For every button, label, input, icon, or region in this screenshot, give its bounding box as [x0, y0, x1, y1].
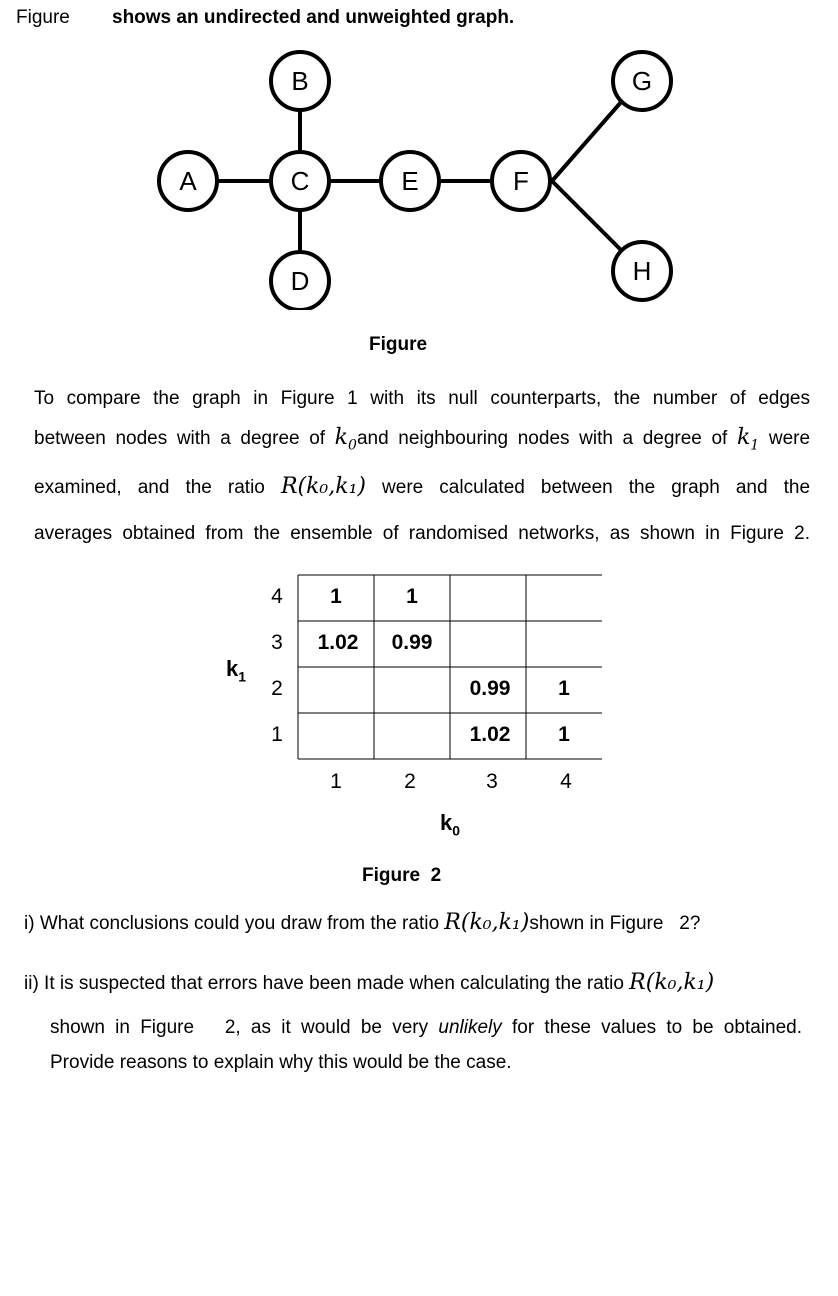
question-1: i) What conclusions could you draw from the ratio R(k₀,k₁)shown in Figure 2?: [24, 910, 701, 935]
paragraph-line-3: examined, and the ratio R(k₀,k₁) were calculated between the graph and the: [34, 474, 811, 499]
question-2-line-3: Provide reasons to explain why this would be the case.: [50, 1052, 512, 1073]
node-label-a: A: [179, 166, 197, 196]
y-tick: 3: [271, 631, 283, 654]
question-2-line-1: ii) It is suspected that errors have been made when calculating the ratio R(k₀,k₁): [24, 970, 715, 995]
header-caption: shows an undirected and unweighted graph.: [112, 7, 515, 28]
ratio-formula: R(k₀,k₁): [444, 910, 530, 935]
table-cell: 1.02: [469, 723, 511, 746]
table-cell: 0.99: [391, 631, 433, 654]
node-label-c: C: [290, 166, 310, 196]
edge-f-g: [552, 101, 622, 181]
node-label-f: F: [513, 166, 529, 196]
node-label-g: G: [631, 66, 653, 96]
table-cell: 1.02: [317, 631, 359, 654]
node-label-h: H: [632, 256, 652, 286]
k1-symbol: $k_1$: [736, 425, 760, 454]
y-tick: 1: [271, 723, 283, 746]
table-cell: 1: [558, 723, 570, 746]
edge-f-h: [552, 181, 622, 251]
table-cell: 1: [330, 585, 342, 608]
y-tick: 2: [271, 677, 283, 700]
x-tick: 2: [404, 770, 416, 793]
graph-figure: [0, 50, 838, 310]
graph-caption: Figure: [369, 334, 428, 355]
y-tick: 4: [271, 585, 283, 608]
paragraph-line-4: averages obtained from the ensemble of randomised networks, as shown in Figure 2.: [34, 523, 810, 544]
table-cell: 0.99: [469, 677, 511, 700]
table-cell: 1: [558, 677, 570, 700]
figure-ref-label: Figure: [16, 7, 70, 28]
paragraph-line-2: between nodes with a degree of $k_0and$ neighbouring nodes with a degree of $k_1$ were: [34, 425, 811, 454]
x-tick: 1: [330, 770, 342, 793]
table-caption: Figure 2: [362, 865, 442, 886]
ratio-formula: R(k₀,k₁): [280, 474, 366, 499]
y-axis-label: $k_1$: [226, 656, 247, 685]
x-tick: 4: [560, 770, 572, 793]
table-cell: 1: [406, 585, 418, 608]
ratio-formula: R(k₀,k₁): [629, 970, 715, 995]
paragraph-line-1: To compare the graph in Figure 1 with its null counterparts, the number of edges: [34, 388, 810, 409]
node-label-b: B: [291, 66, 309, 96]
node-label-e: E: [401, 166, 419, 196]
k0-symbol: $k_0$: [334, 425, 357, 454]
node-label-d: D: [290, 266, 310, 296]
x-axis-label: $k_0$: [440, 810, 461, 839]
x-tick: 3: [486, 770, 498, 793]
question-2-line-2: shown in Figure 2, as it would be very unlikely for these values to be obtained.: [50, 1017, 802, 1038]
